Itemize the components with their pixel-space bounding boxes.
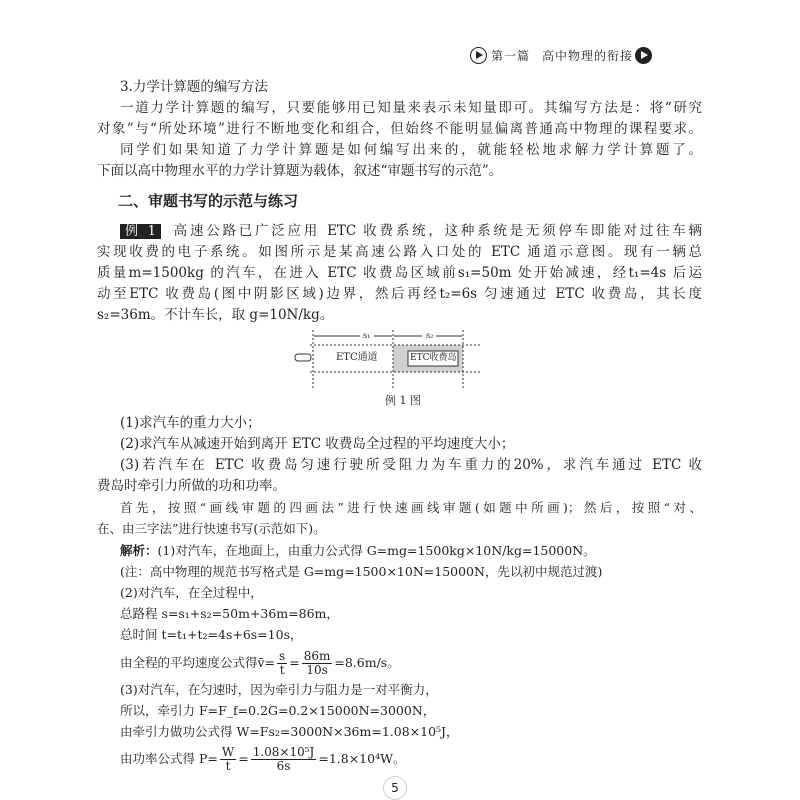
solution-line: (3)对汽车，在匀速时，因为牵引力与阻力是一对平衡力， <box>120 682 438 697</box>
play-filled-icon <box>635 47 652 64</box>
page-number: 5 <box>383 776 407 800</box>
toll-island-label: ETC收费岛 <box>410 353 457 363</box>
example-line: 例 1 高速公路已广泛应用 ETC 收费系统，这种系统是无须停车即能对过往车辆 <box>120 222 702 241</box>
solution-line: 总路程 s=s₁+s₂=50m+36m=86m， <box>120 606 339 621</box>
etc-diagram <box>290 328 500 390</box>
solution-line: 解析：(1)对汽车，在地面上，由重力公式得 G=mg=1500kg×10N/kg=15000N。 <box>120 543 596 558</box>
s2-label: s₂ <box>426 331 434 340</box>
etc-channel-label: ETC通道 <box>336 352 378 363</box>
question: (3)若汽车在 ETC 收费岛匀速行驶所受阻力为车重力的20%，求汽车通过 ETC 收 <box>120 457 702 473</box>
solution-line: 总时间 t=t₁+t₂=4s+6s=10s， <box>120 627 303 642</box>
solution-note: (注：高中物理的规范书写格式是 G=mg=1500×10N=15000N，先以初中规范过渡) <box>120 564 603 579</box>
play-icon <box>470 47 487 64</box>
solution-line: (2)对汽车，在全过程中， <box>120 585 263 600</box>
question: 费岛时牵引力所做的功和功率。 <box>97 478 286 494</box>
question: (1)求汽车的重力大小； <box>120 415 261 431</box>
question: (2)求汽车从减速开始到离开 ETC 收费岛全过程的平均速度大小； <box>120 436 515 452</box>
example-line: 动至ETC 收费岛(图中阴影区域)边界，然后再经t₂=6s 匀速通过 ETC 收费岛，其长度 <box>97 286 702 302</box>
header-title: 高中物理的衔接 <box>542 48 634 63</box>
s1-label: s₁ <box>363 331 371 340</box>
paragraph-line: 同学们如果知道了力学计算题是如何编写出来的，就能轻松地求解力学计算题了。 <box>120 142 702 158</box>
example-line: s₂=36m。不计车长，取 g=10N/kg。 <box>97 307 334 323</box>
solution-line: 所以，牵引力 F=F_f=0.2G=0.2×15000N=3000N， <box>120 703 436 718</box>
example-line: 实现收费的电子系统。如图所示是某高速公路入口处的 ETC 通道示意图。现有一辆总 <box>97 244 702 260</box>
running-header <box>470 44 702 66</box>
example-line: 质量m=1500kg 的汽车，在进入 ETC 收费岛区域前s₁=50m 处开始减速，经t₁=4s 后运 <box>97 265 702 281</box>
solution-line: 由全程的平均速度公式得v̄= $\frac{s}{t}$ = $\frac{86m}{10s}$ =8.6m/s。 <box>120 649 400 677</box>
header-part: 第一篇 <box>491 48 531 63</box>
paragraph-line: 一道力学计算题的编写，只要能够用已知量来表示未知量即可。其编写方法是：将“研究 <box>120 100 702 116</box>
figure-caption: 例 1 图 <box>385 394 421 407</box>
section-heading: 二、审题书写的示范与练习 <box>118 192 299 210</box>
method-line: 首先，按照“画线审题的四画法”进行快速画线审题(如题中所画)；然后，按照“对、 <box>120 500 702 515</box>
method-line: 在、由三字法”进行快速书写(示范如下)。 <box>97 521 326 536</box>
solution-line: 由功率公式得 P= $\frac{W}{t}$ = $\frac{\text{1.08×10⁵J}}{6s}$ =1.8×10⁴W。 <box>120 745 406 773</box>
car-icon <box>295 354 311 361</box>
paragraph-line: 下面以高中物理水平的力学计算题为载体，叙述“审题书写的示范”。 <box>97 163 503 179</box>
paragraph-line: 对象”与“所处环境”进行不断地变化和组合，但始终不能明显偏离普通高中物理的课程要求。 <box>97 121 702 137</box>
subsection-title: 3.力学计算题的编写方法 <box>120 79 268 95</box>
example-badge: 例 1 <box>120 224 161 239</box>
solution-line: 由牵引力做功公式得 W=Fs₂=3000N×36m=1.08×10⁵J， <box>120 724 459 739</box>
